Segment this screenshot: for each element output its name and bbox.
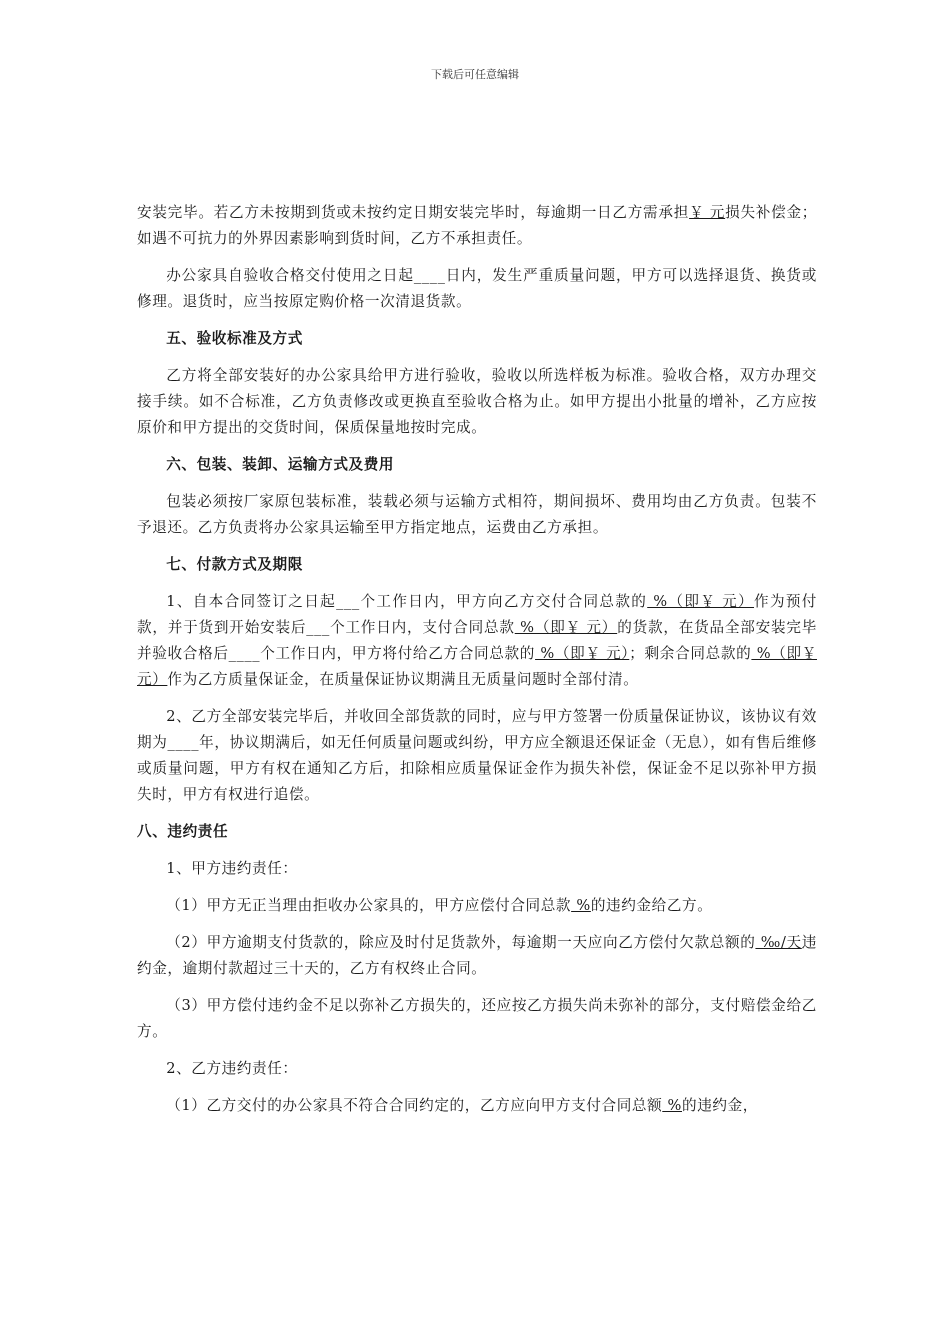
section-6-title: 六、包装、装卸、运输方式及费用 <box>166 456 395 473</box>
section-7-title: 七、付款方式及期限 <box>166 556 303 573</box>
page-header: 下载后可任意编辑 <box>431 68 519 81</box>
section-8-party-a-heading: 1、甲方违约责任： <box>166 860 298 877</box>
section-8-party-b-heading: 2、乙方违约责任： <box>166 1060 298 1077</box>
section-8-party-a-item-1: （1）甲方无正当理由拒收办公家具的，甲方应偿付合同总款 %的违约金给乙方。 <box>166 897 713 914</box>
section-8-party-b-item-1: （1）乙方交付的办公家具不符合合同约定的，乙方应向甲方支付合同总额 %的违约金， <box>166 1097 758 1114</box>
paragraph-delivery-penalty: 安装完毕。若乙方未按期到货或未按约定日期安装完毕时，每逾期一日乙方需承担￥ 元损失补偿金；如遇不可抗力的外界因素影响到货时间，乙方不承担责任。 <box>137 204 817 247</box>
section-8-party-a-item-3: （3）甲方偿付违约金不足以弥补乙方损失的，还应按乙方损失尚未弥补的部分，支付赔偿金给乙方。 <box>137 997 817 1040</box>
section-8-title: 八、违约责任 <box>137 823 229 840</box>
section-7-clause-2: 2、乙方全部安装完毕后，并收回全部货款的同时，应与甲方签署一份质量保证协议，该协议有效期为____年，协议期满后，如无任何质量问题或纠纷，甲方应全额退还保证金（无息），如有售后维修或质量问题，甲方有权在通知乙方后，扣除相应质量保证金作为损失补偿，保证金不足以弥补甲方损失时，甲方有权进行追偿。 <box>137 708 817 803</box>
section-5-title: 五、验收标准及方式 <box>166 330 303 347</box>
document-body <box>137 200 817 1130</box>
section-8-party-a-item-2: （2）甲方逾期支付货款的，除应及时付足货款外，每逾期一天应向乙方偿付欠款总额的 ‰/天违约金，逾期付款超过三十天的，乙方有权终止合同。 <box>137 934 817 977</box>
section-6-body: 包装必须按厂家原包装标准，装载必须与运输方式相符，期间损坏、费用均由乙方负责。包装不予退还。乙方负责将办公家具运输至甲方指定地点，运费由乙方承担。 <box>137 493 817 536</box>
section-5-body: 乙方将全部安装好的办公家具给甲方进行验收，验收以所选样板为标准。验收合格，双方办理交接手续。如不合标准，乙方负责修改或更换直至验收合格为止。如甲方提出小批量的增补，乙方应按原价和甲方提出的交货时间，保质保量地按时完成。 <box>137 367 817 436</box>
section-7-clause-1: 1、自本合同签订之日起___个工作日内，甲方向乙方交付合同总款的 %（即￥ 元）作为预付款，并于货到开始安装后___个工作日内，支付合同总款 %（即￥ 元）的货款，在货品全部安装完毕并验收合格后____个工作日内，甲方将付给乙方合同总款的 %（即￥ 元）；剩余合同总款的 %（即￥ 元）作为乙方质量保证金，在质量保证协议期满且无质量问题时全部付清。 <box>137 593 817 688</box>
paragraph-quality-return: 办公家具自验收合格交付使用之日起____日内，发生严重质量问题，甲方可以选择退货、换货或修理。退货时，应当按原定购价格一次清退货款。 <box>137 267 817 310</box>
